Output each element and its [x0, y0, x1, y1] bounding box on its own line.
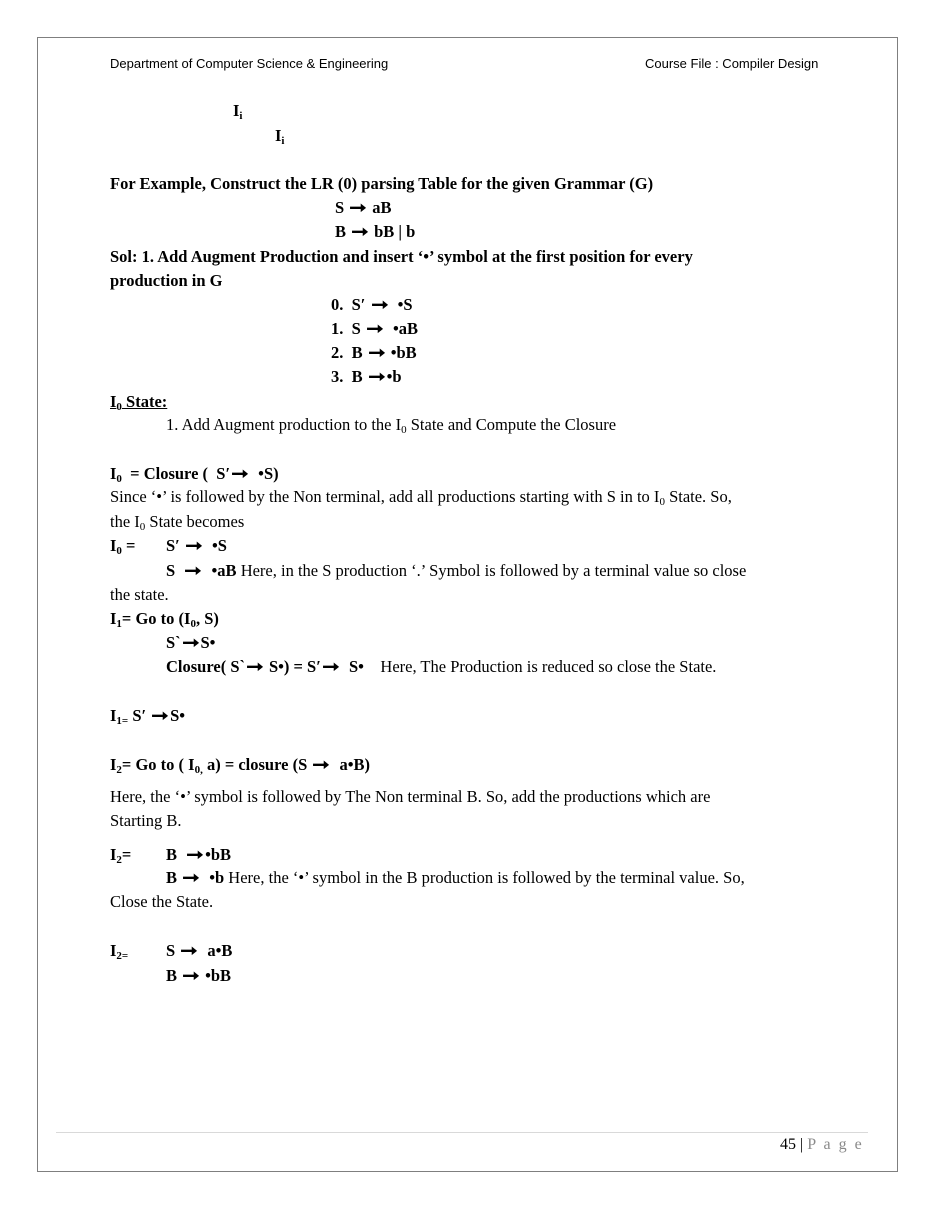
arrow-icon: ➞ [182, 868, 200, 887]
i2-production-bb: B ➞•bB [166, 845, 232, 864]
i2-final-label: $I_{2=}$ [110, 941, 129, 962]
grammar-rule-1: S ➞ aB [335, 198, 392, 217]
i0-closure: $I_0$ = Closure ( S′➞ •S) [110, 464, 279, 485]
grammar-rule-2: B ➞ bB | b [335, 222, 416, 241]
arrow-icon: ➞ [312, 755, 330, 774]
i0-production-augment: S′ ➞ •S [166, 536, 227, 555]
arrow-icon: ➞ [231, 464, 249, 483]
footer-divider [56, 1132, 868, 1133]
arrow-icon: ➞ [366, 319, 384, 338]
arrow-icon: ➞ [182, 966, 200, 985]
production-2: 2. B ➞ •bB [331, 343, 417, 362]
here-text-1: Here, the ‘•’ symbol is followed by The Non terminal B. So, add the productions which are [110, 787, 711, 806]
arrow-icon: ➞ [186, 845, 204, 864]
since-text-2: the $I_0$ State becomes [110, 512, 245, 533]
i2-equals: $I_2=$ [110, 845, 132, 866]
i0-equals: $I_0$ = [110, 536, 136, 557]
arrow-icon: ➞ [184, 561, 202, 580]
arrow-icon: ➞ [368, 343, 386, 362]
solution-step-1: Sol: 1. Add Augment Production and insert ‘•’ symbol at the first position for every [110, 247, 693, 266]
i0-production-s: S ➞ •aB Here, in the S production ‘.’ Symbol is followed by a terminal value so close [166, 561, 747, 580]
ii-line-1: $I_i$ [233, 101, 243, 122]
arrow-icon: ➞ [349, 198, 367, 217]
production-0: 0. S′ ➞ •S [331, 295, 413, 314]
the-state-text: the state. [110, 585, 169, 604]
ii-line-2: $I_i$ [275, 126, 285, 147]
header-course: Course File : Compiler Design [645, 56, 819, 71]
i2-production-b: B ➞ •b Here, the ‘•’ symbol in the B production is followed by the terminal value. So, [166, 868, 745, 887]
i2-final-s: S ➞ a•B [166, 941, 233, 960]
arrow-icon: ➞ [370, 295, 389, 314]
arrow-icon: ➞ [368, 367, 386, 386]
arrow-icon: ➞ [185, 536, 203, 555]
here-text-2: Starting B. [110, 811, 182, 830]
arrow-icon: ➞ [180, 941, 198, 960]
arrow-icon: ➞ [151, 706, 169, 725]
i1-closure-line: Closure( S`➞ S•) = S′➞ S• Here, The Production is reduced so close the State. [166, 657, 717, 676]
solution-step-1-cont: production in G [110, 271, 223, 290]
i1-goto: $I_1= Go$ to ($I_0$, S) [110, 609, 219, 630]
production-1: 1. S ➞ •aB [331, 319, 419, 338]
i1-shift-production: S`➞S• [166, 633, 216, 652]
arrow-icon: ➞ [246, 657, 264, 676]
i2-goto: $I_2= Go$ to ( $I_{0,}$ a) = closure (S ➞ a•B) [110, 755, 370, 776]
arrow-icon: ➞ [322, 657, 340, 676]
step-1-text: 1. Add Augment production to the $I_0$ State and Compute the Closure [166, 415, 617, 436]
i2-final-b: B ➞ •bB [166, 966, 232, 985]
i0-state-heading: $I_0$ State: [110, 392, 168, 413]
close-state-text: Close the State. [110, 892, 214, 911]
arrow-icon: ➞ [351, 222, 369, 241]
page-number: 45 | P a g e [780, 1136, 864, 1153]
example-heading: For Example, Construct the LR (0) parsing Table for the given Grammar (G) [110, 174, 654, 193]
i1-result: $I_{1=}$ S′ ➞S• [110, 706, 186, 727]
production-3: 3. B ➞•b [331, 367, 402, 386]
since-text-1: Since ‘•’ is followed by the Non terminal, add all productions starting with S in to $I_0$ State. So, [110, 487, 732, 508]
header-department: Department of Computer Science & Engineering [110, 56, 389, 71]
arrow-icon: ➞ [181, 633, 200, 652]
